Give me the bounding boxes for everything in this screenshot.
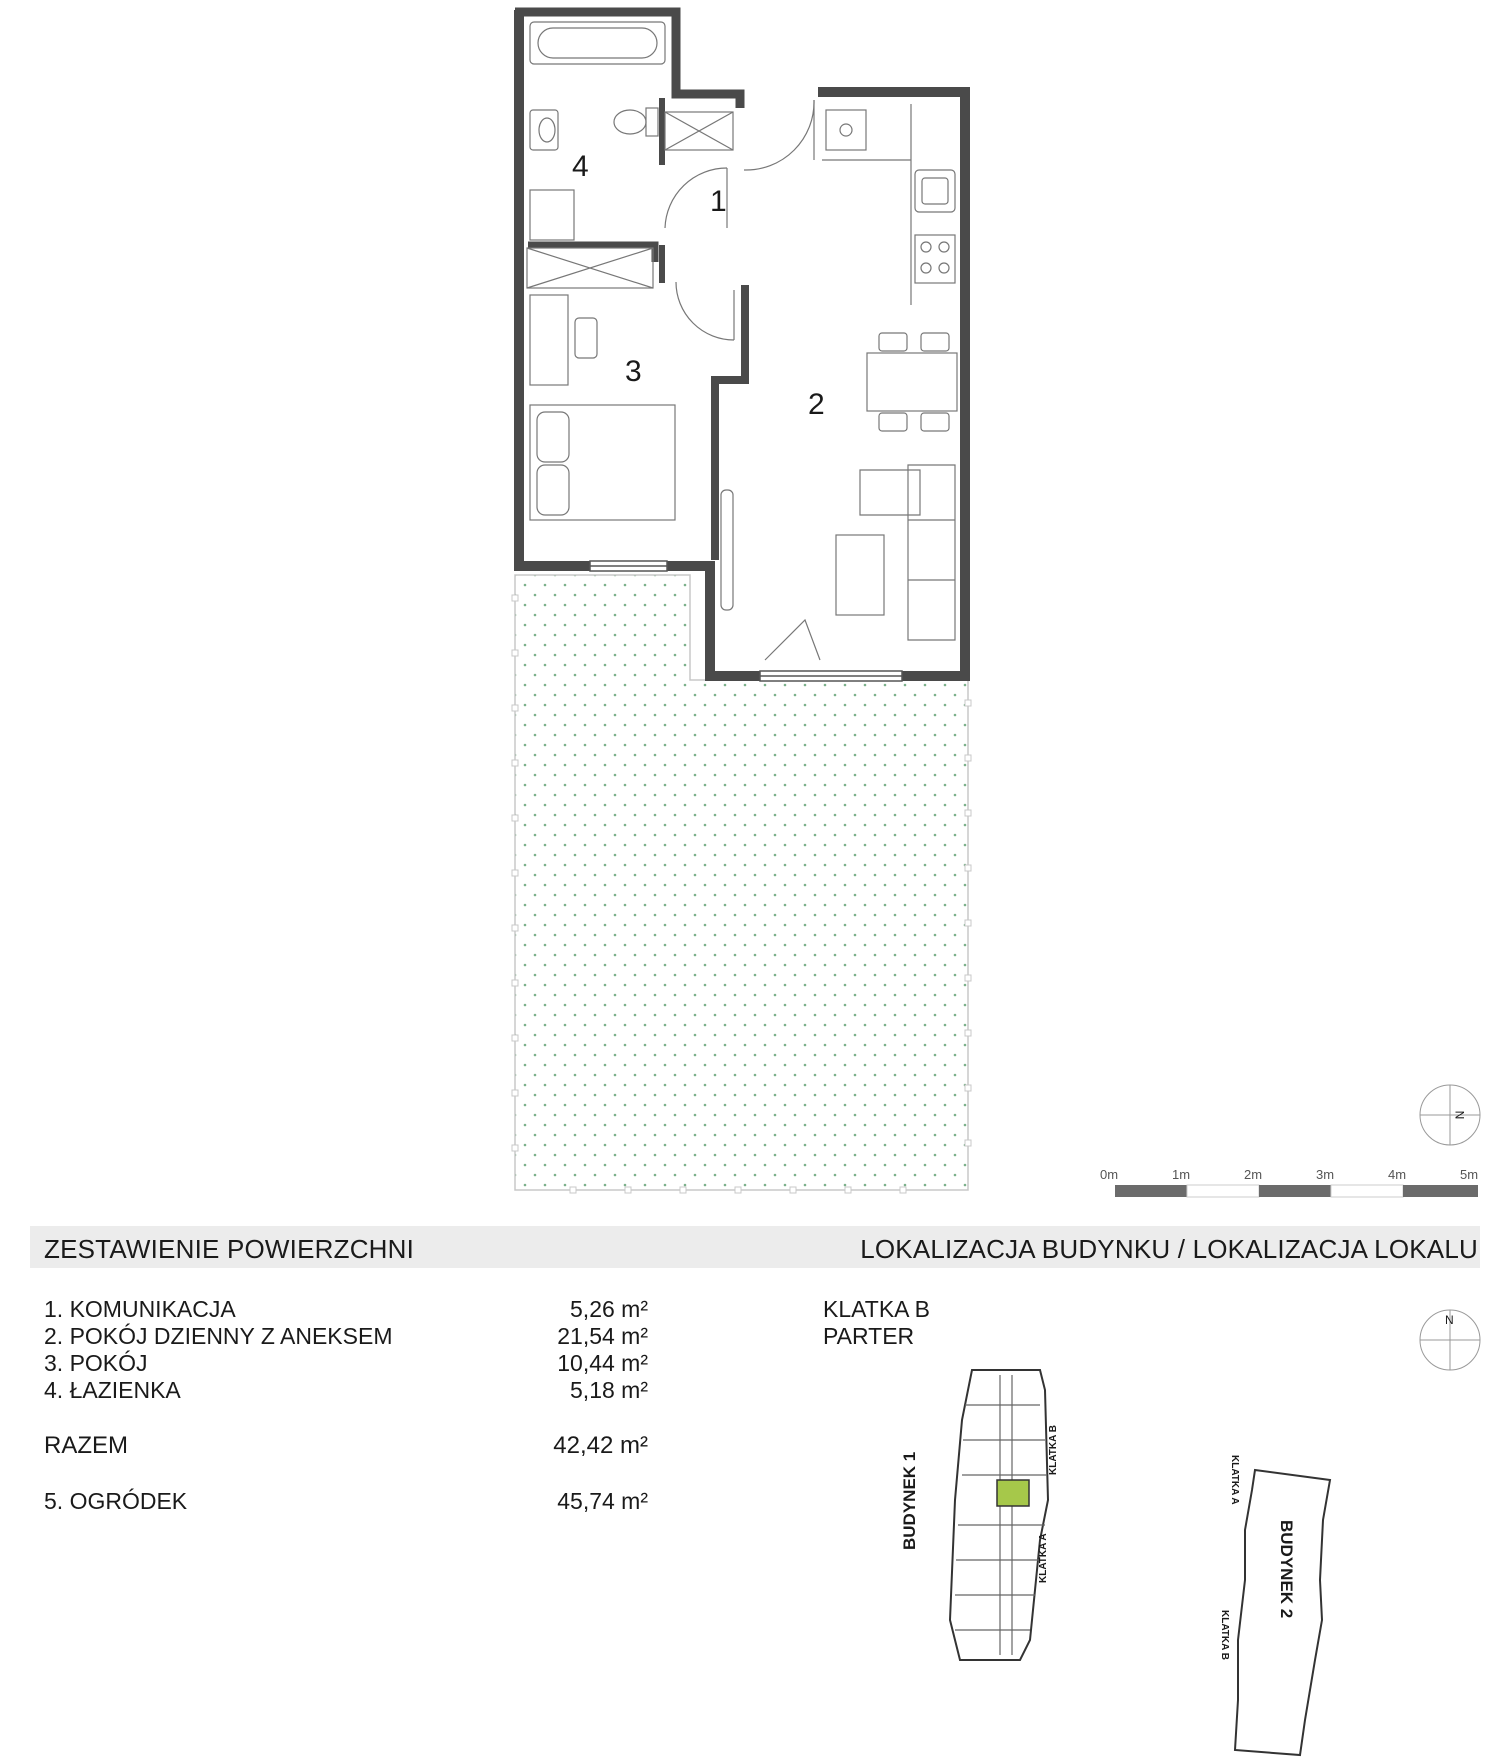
building-2-klatka-b: KLATKA B	[1219, 1610, 1230, 1660]
building-1-klatka-a: KLATKA A	[1038, 1533, 1049, 1583]
scale-bar	[1115, 1185, 1478, 1197]
scale-label-4: 4m	[1388, 1167, 1407, 1182]
scale-label-1: 1m	[1172, 1167, 1191, 1182]
summary-row-area: 10,44 m²	[557, 1350, 648, 1376]
summary-total-area: 42,42 m²	[553, 1432, 648, 1459]
bathroom-fixtures	[530, 22, 665, 240]
scale-label-3: 3m	[1316, 1167, 1335, 1182]
garden-area	[512, 575, 971, 1193]
scale-label-2: 2m	[1244, 1167, 1263, 1182]
summary-row-name: 2. POKÓJ DZIENNY Z ANEKSEM	[44, 1323, 393, 1349]
summary-row-name: 4. ŁAZIENKA	[44, 1377, 181, 1403]
room-label-1: 1	[710, 185, 727, 218]
summary-row-area: 21,54 m²	[557, 1323, 648, 1349]
scale-label-5: 5m	[1460, 1167, 1479, 1182]
summary-row-area: 5,26 m²	[570, 1296, 648, 1322]
building-1-klatka-b: KLATKA B	[1048, 1425, 1059, 1475]
summary-row-name: 3. POKÓJ	[44, 1350, 148, 1376]
summary-garden-area: 45,74 m²	[557, 1488, 648, 1514]
compass-top-label: N	[1452, 1110, 1467, 1120]
summary-garden-name: 5. OGRÓDEK	[44, 1488, 188, 1514]
compass-top	[1420, 1085, 1480, 1145]
building-2-label: BUDYNEK 2	[1277, 1520, 1296, 1619]
kitchen-fixtures	[822, 104, 955, 305]
summary-total-name: RAZEM	[44, 1432, 128, 1459]
living-furniture	[836, 333, 957, 640]
scale-label-0: 0m	[1100, 1167, 1119, 1182]
room-label-4: 4	[572, 150, 589, 183]
compass-bottom-label: N	[1445, 1313, 1454, 1327]
summary-row-name: 1. KOMUNIKACJA	[44, 1296, 236, 1322]
building-1-plan	[950, 1370, 1048, 1660]
summary-row-area: 5,18 m²	[570, 1377, 648, 1403]
location-title: LOKALIZACJA BUDYNKU / LOKALIZACJA LOKALU	[860, 1234, 1478, 1264]
building-1-label: BUDYNEK 1	[900, 1451, 919, 1550]
building-2-klatka-a: KLATKA A	[1229, 1455, 1240, 1505]
room-label-2: 2	[808, 388, 825, 421]
bedroom-furniture	[530, 295, 675, 520]
location-staircase: KLATKA B	[823, 1296, 930, 1322]
room-label-3: 3	[625, 355, 642, 388]
summary-title: ZESTAWIENIE POWIERZCHNI	[44, 1234, 415, 1264]
location-floor: PARTER	[823, 1323, 915, 1349]
